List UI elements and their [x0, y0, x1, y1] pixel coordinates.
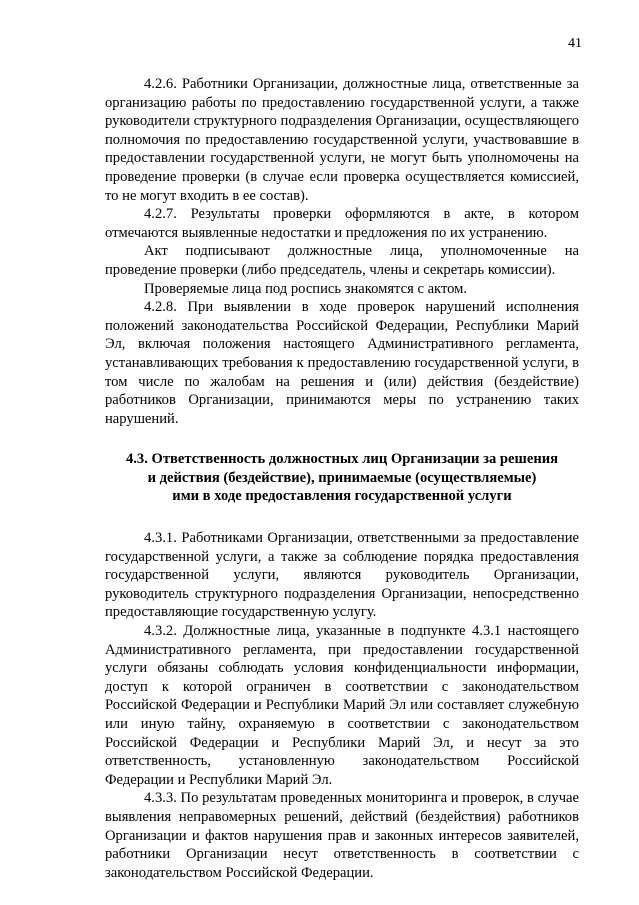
section-heading-line-1: 4.3. Ответственность должностных лиц Организации за решения	[125, 451, 559, 468]
document-body	[105, 75, 579, 882]
section-heading-line-2: и действия (бездействие), принимаемые (осуществляемые)	[147, 469, 537, 486]
page-number: 41	[568, 36, 582, 51]
paragraph-4-2-7: 4.2.7. Результаты проверки оформляются в акте, в котором отмечаются выявленные недостатки и предложения по их устранению.	[105, 206, 579, 241]
paragraph-4-3-2: 4.3.2. Должностные лица, указанные в подпункте 4.3.1 настоящего Административного регламента, при предоставлении государственной услуги обязаны соблюдать условия конфиденциальности информации, доступ к которой ограничен в соответствии с законодательством Российской Федерации и Республики Марий Эл или составляет служебную или иную тайну, охраняемую в соответствии с законодательством Российской Федерации и Республики Марий Эл, и несут за это ответственность, установленную законодательством Российской Федерации и Республики Марий Эл.	[105, 623, 579, 788]
paragraph-4-2-8: 4.2.8. При выявлении в ходе проверок нарушений исполнения положений законодательства Российской Федерации, Республики Марий Эл, включая положения настоящего Административного регламента, устанавливающих требования к предоставлению государственной услуги, в том числе по жалобам на решения и (или) действия (бездействие) работников Организации, принимаются меры по устранению таких нарушений.	[105, 299, 579, 427]
section-heading-line-3: ими в ходе предоставления государственной услуги	[172, 488, 512, 505]
paragraph-4-3-3: 4.3.3. По результатам проведенных мониторинга и проверок, в случае выявления неправомерных решений, действий (бездействия) работников Организации и фактов нарушения прав и законных интересов заявителей, работники Организации несут ответственность в соответствии с законодательством Российской Федерации.	[105, 790, 579, 881]
paragraph-act-signing: Акт подписывают должностные лица, уполномоченные на проведение проверки (либо председатель, члены и секретарь комиссии).	[105, 243, 579, 278]
paragraph-acquaintance: Проверяемые лица под роспись знакомятся с актом.	[144, 280, 468, 297]
paragraph-4-2-6: 4.2.6. Работники Организации, должностные лица, ответственные за организацию работы по предоставлению государственной услуги, а также руководители структурного подразделения Организации, осуществляющего полномочия по предоставлению государственной услуги, участвовавшие в предоставлении государственной услуги, не могут быть уполномочены на проведение проверки (в случае если проверка осуществляется комиссией, то не могут входить в ее состав).	[105, 76, 579, 204]
paragraph-4-3-1: 4.3.1. Работниками Организации, ответственными за предоставление государственной услуги, а также за соблюдение порядка предоставления государственной услуги, являются руководитель Организации, руководитель структурного подразделения Организации, непосредственно предоставляющие государственную услугу.	[105, 530, 579, 621]
section-heading-4-3	[105, 450, 579, 506]
